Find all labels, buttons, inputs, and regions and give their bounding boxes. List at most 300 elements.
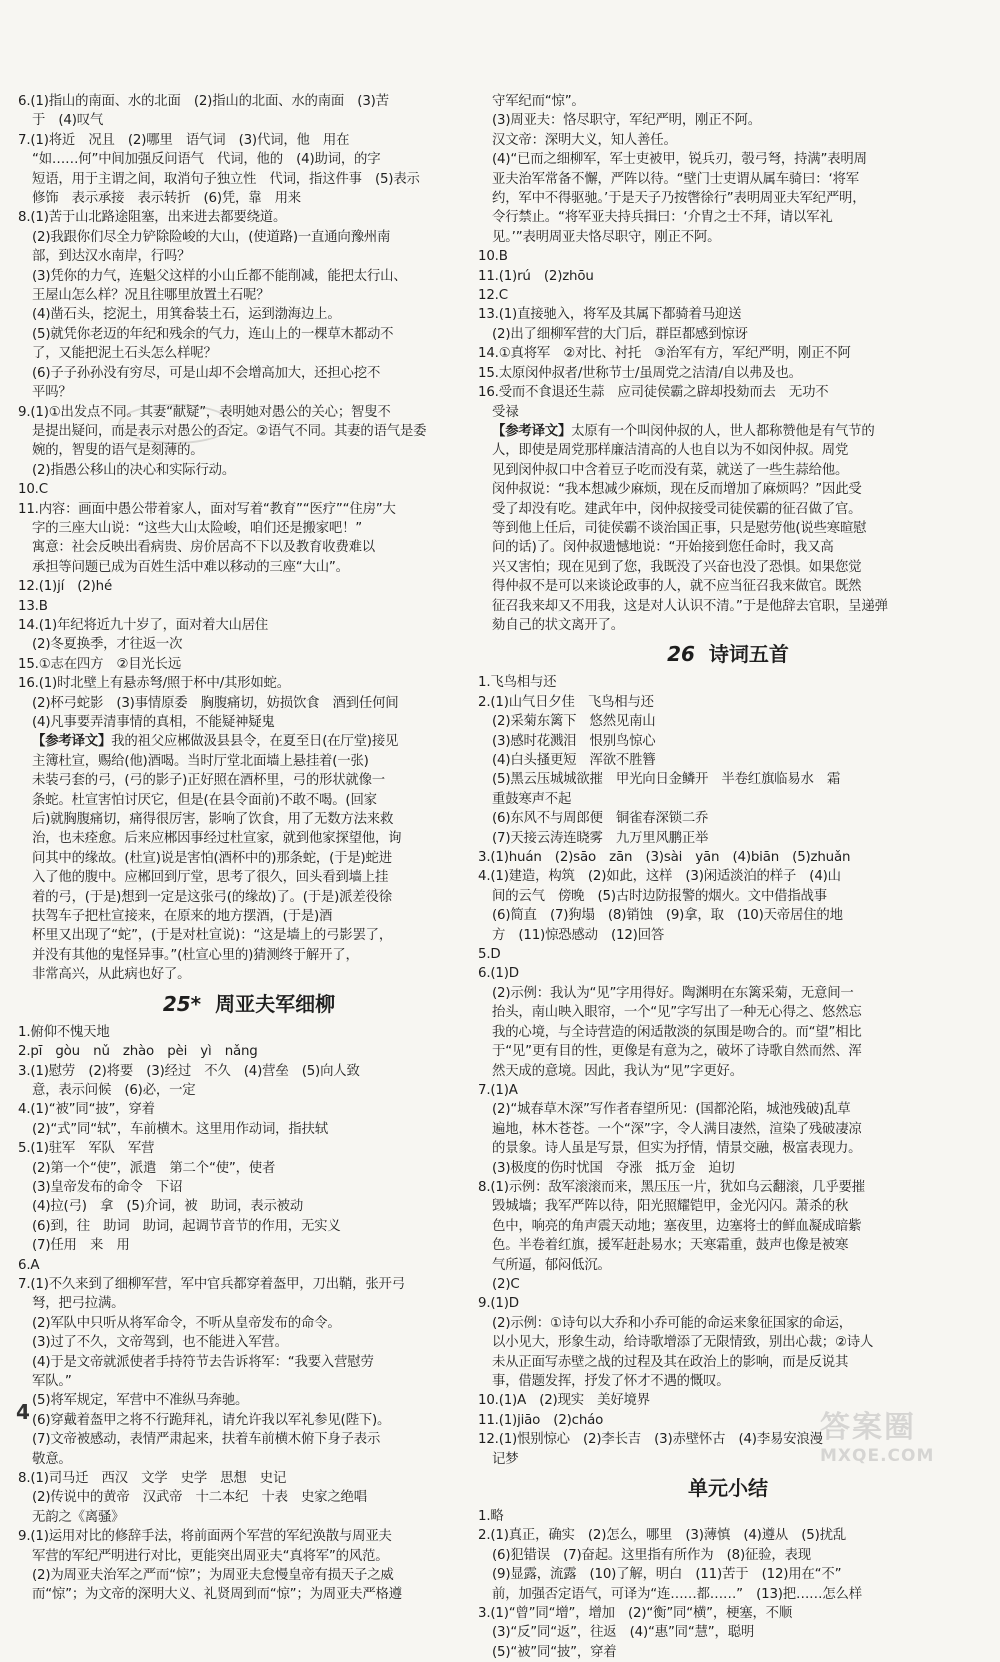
answer-line	[18, 1469, 480, 1488]
answer-line	[18, 1314, 480, 1333]
answer-text: 13.B	[18, 598, 48, 614]
answer-line	[478, 1100, 978, 1119]
answer-text: (2)杯弓蛇影 (3)事情原委 胸腹痛切，妨损饮食 酒到任何间	[32, 695, 399, 711]
answer-text: (3)凭你的力气，连魁父这样的小山丘都不能削减，能把太行山、	[32, 268, 407, 284]
answer-line	[18, 92, 480, 111]
answer-text: (2)指愚公移山的决心和实际行动。	[32, 462, 236, 478]
answer-text: 8.(1)苦于山北路途阻塞，出来进去都要绕道。	[18, 210, 287, 226]
answer-line	[18, 383, 480, 402]
answer-line	[478, 1507, 978, 1526]
reference-translation-tag: 【参考译文】	[32, 734, 112, 750]
answer-text: 了，又能把泥土石头怎么样呢？	[32, 346, 217, 362]
answer-line	[478, 577, 978, 596]
section-title: 单元小结	[688, 1476, 768, 1501]
answer-text: 4.(1)“被”同“披”，穿着	[18, 1102, 155, 1118]
answer-line	[18, 1430, 480, 1449]
answer-text: 得仲叔不是可以来谈论政事的人，就不应当征召我来做官。既然	[492, 579, 862, 595]
answer-text: (6)犯错误 (7)奋起。这里指有所作为 (8)征验，表现	[492, 1547, 811, 1563]
answer-line	[478, 964, 978, 983]
answer-text: 敬意。	[32, 1451, 72, 1467]
answer-text: (3)过了不久，文帝驾到，也不能进入军营。	[32, 1335, 288, 1351]
answer-line	[18, 1023, 480, 1042]
answer-text: (2)出了细柳军营的大门后，群臣都感到惊讶	[492, 326, 748, 342]
answer-line	[18, 228, 480, 247]
answer-text: 部，到达汉水南岸，行吗？	[32, 249, 191, 265]
answer-text: 2.(1)山气日夕佳 飞鸟相与还	[478, 694, 654, 710]
answer-text: 主簿杜宣，赐给(他)酒喝。当时厅堂北面墙上悬挂着(一张)	[32, 753, 369, 769]
left-column	[18, 92, 480, 1605]
answer-line	[18, 305, 480, 324]
answer-line	[478, 1275, 978, 1294]
answer-line	[478, 228, 978, 247]
answer-line	[478, 247, 978, 266]
answer-text: 见。’”表明周亚夫恪尽职守，刚正不阿。	[492, 229, 721, 245]
section-heading	[478, 1471, 978, 1505]
answer-line	[18, 597, 480, 616]
answer-text: (2)第一个“使”，派遣 第二个“使”，使者	[32, 1160, 276, 1176]
answer-line	[18, 1411, 480, 1430]
answer-text: 7.(1)A	[478, 1082, 518, 1098]
answer-text: 16.(1)时北壁上有悬赤弩/照于杯中/其形如蛇。	[18, 676, 290, 692]
answer-text: 条蛇。杜宣害怕讨厌它，但是(在县令面前)不敢不喝。(回家	[32, 792, 377, 808]
answer-line	[18, 1042, 480, 1061]
answer-line	[478, 441, 978, 460]
answer-text: (2)冬夏换季，才往返一次	[32, 637, 183, 653]
answer-line	[478, 1372, 978, 1391]
answer-text: 未装弓套的弓，(弓的影子)正好照在酒杯里，弓的形状就像一	[32, 773, 386, 789]
answer-line	[478, 829, 978, 848]
answer-text: 12.(1)恨别惊心 (2)李长吉 (3)赤壁怀古 (4)李易安浪漫	[478, 1432, 823, 1448]
answer-line	[478, 1353, 978, 1372]
answer-text: 征召我来却又不用我，这是对人认识不清。”于是他辞去官职，呈递弹	[492, 598, 888, 614]
answer-line	[478, 1314, 978, 1333]
section-title: 周亚夫军细柳	[215, 991, 336, 1016]
answer-text: 9.(1)①出发点不同。其妻“献疑”，表明她对愚公的关心；智叟不	[18, 404, 391, 420]
answer-text: (6)简直 (7)狗塌 (8)销蚀 (9)拿，取 (10)天帝居住的地	[492, 908, 843, 924]
answer-text: 而“惊”；为文帝的深明大义、礼贤周到而“惊”；为周亚夫严格遵	[32, 1587, 402, 1603]
answer-line	[18, 1585, 480, 1604]
answer-line	[478, 1139, 978, 1158]
answer-line	[18, 1547, 480, 1566]
answer-text: 后)就胸腹痛切，痛得很厉害，影响了饮食，用了无数方法来救	[32, 812, 394, 828]
answer-text: 以小见大，形象生动，给诗歌增添了无限情致，别出心裁；②诗人	[492, 1335, 874, 1351]
answer-text: (5)将军规定，军营中不准纵马奔驰。	[32, 1393, 249, 1409]
answer-line	[478, 1623, 978, 1642]
answer-text: 问的话)了。闵仲叔遗憾地说：“开始接到您任命时，我又高	[492, 540, 834, 556]
answer-line	[478, 461, 978, 480]
answer-line	[18, 286, 480, 305]
answer-text: 见到闵仲叔口中含着豆子吃而没有菜，就送了一些生蒜给他。	[492, 462, 849, 478]
answer-text: 着的弓，(于是)想到一定是这张弓(的缘故)了。(于是)派差役徐	[32, 889, 392, 905]
answer-text: 寓意：社会反映出看病贵、房价居高不下以及教育收费难以	[32, 540, 375, 556]
answer-line	[478, 693, 978, 712]
answer-text: 5.(1)驻军 军队 军营	[18, 1141, 155, 1157]
answer-line	[18, 1353, 480, 1372]
answer-text: 并没有其他的鬼怪异事。”(杜宣心里的)猜测终于解开了，	[32, 947, 359, 963]
answer-text: (7)任用 来 用	[32, 1238, 130, 1254]
answer-line	[478, 1003, 978, 1022]
answer-text: 8.(1)司马迁 西汉 文学 史学 思想 史记	[18, 1471, 287, 1487]
answer-text: 的景象。诗人虽是写景，但实为抒情，情景交融，极富表现力。	[492, 1141, 862, 1157]
answer-line	[478, 383, 978, 402]
answer-text: 我的祖父应郴做汲县县令，在夏至日(在厅堂)接见	[111, 734, 399, 750]
answer-text: (7)文帝被感动，表情严肃起来，扶着车前横木俯下身子表示	[32, 1432, 381, 1448]
answer-text: (3)感时花溅泪 恨别鸟惊心	[492, 733, 656, 749]
answer-line	[478, 344, 978, 363]
answer-text: 婉的，智叟的语气是刻薄的。	[32, 443, 204, 459]
section-number: 26	[667, 642, 695, 667]
answer-line	[18, 1508, 480, 1527]
answer-line	[18, 674, 480, 693]
answer-text: 军队。”	[32, 1374, 72, 1389]
answer-text: 入了他的腹中。应郴回到厅堂，思考了很久，回头看到墙上挂	[32, 870, 389, 886]
answer-line	[18, 538, 480, 557]
answer-line	[478, 150, 978, 169]
answer-line	[18, 1391, 480, 1410]
answer-text: (6)到，往 助词 助词，起调节音节的作用，无实义	[32, 1218, 341, 1234]
answer-text: 王屋山怎么样？况且往哪里放置土石呢？	[32, 288, 270, 304]
answer-text: 3.(1)huán (2)sāo zān (3)sài yān (4)biān (5)zhuǎn	[478, 850, 851, 866]
answer-line	[18, 849, 480, 868]
answer-line	[18, 713, 480, 732]
answer-text: 3.(1)慰劳 (2)将要 (3)经过 不久 (4)营垒 (5)向人致	[18, 1063, 360, 1079]
answer-text: (3)周亚夫：恪尽职守，军纪严明，刚正不阿。	[492, 113, 761, 129]
answer-line	[18, 1081, 480, 1100]
answer-line	[478, 732, 978, 751]
answer-text: 16.受而不食退还生蒜 应司徒侯霸之辟却投劾而去 无功不	[478, 385, 829, 401]
answer-text: (5)就凭你老迈的年纪和残余的气力，连山上的一棵草木都动不	[32, 326, 394, 342]
answer-line	[478, 867, 978, 886]
answer-line	[478, 1217, 978, 1236]
answer-line	[478, 208, 978, 227]
answer-line	[478, 1333, 978, 1352]
answer-line	[478, 887, 978, 906]
answer-text: (2)示例：①诗句以大乔和小乔可能的命运来象征国家的命运，	[492, 1315, 852, 1331]
answer-line	[478, 480, 978, 499]
answer-line	[18, 1372, 480, 1391]
answer-line	[478, 1023, 978, 1042]
answer-text: 6.A	[18, 1257, 40, 1273]
answer-text: 3.(1)“曾”同“增”，增加 (2)“衡”同“横”，梗塞，不顺	[478, 1606, 793, 1622]
answer-text: 间的云气 傍晚 (5)古时边防报警的烟火。文中借指战事	[492, 888, 827, 904]
answer-line	[478, 500, 978, 519]
answer-text: 7.(1)将近 况且 (2)哪里 语气词 (3)代词，他 用在	[18, 132, 350, 148]
answer-text: 短语，用于主谓之间，取消句子独立性 代词，指这件事 (5)表示	[32, 171, 420, 187]
answer-text: (3)“反”同“返”，往返 (4)“惠”同“慧”，聪明	[492, 1625, 755, 1641]
answer-line	[478, 984, 978, 1003]
answer-line	[478, 1546, 978, 1565]
answer-text: 1.飞鸟相与还	[478, 675, 557, 691]
answer-line	[478, 906, 978, 925]
answer-text: (4)“已而之细柳军，军士吏被甲，锐兵刃，彀弓弩，持满”表明周	[492, 152, 867, 168]
answer-text: 10.(1)A (2)现实 美好境界	[478, 1393, 650, 1409]
answer-line	[478, 1197, 978, 1216]
answer-text: (6)穿戴着盔甲之将不行跪拜礼，请允许我以军礼参见(陛下)。	[32, 1412, 391, 1428]
answer-line	[18, 1217, 480, 1236]
answer-line	[18, 1256, 480, 1275]
answer-line	[478, 1526, 978, 1545]
answer-line	[18, 1062, 480, 1081]
answer-line	[18, 752, 480, 771]
answer-text: 未从正面写赤壁之战的过程及其在政治上的影响，而是反说其	[492, 1354, 849, 1370]
answer-text: (2)“式”同“轼”，车前横木。这里用作动词，指扶轼	[32, 1121, 328, 1137]
answer-text: (2)“城春草木深”写作者春望所见：(国都沦陷，城池残破)乱草	[492, 1102, 851, 1118]
answer-line	[478, 1081, 978, 1100]
answer-text: 毁城墙；我军严阵以待，阳光照耀铠甲，金光闪闪。萧杀的秋	[492, 1199, 849, 1215]
answer-line	[18, 500, 480, 519]
answer-text: 11.(1)jiāo (2)cháo	[478, 1412, 604, 1428]
answer-line	[478, 770, 978, 789]
answer-text: 意，表示问候 (6)必，一定	[32, 1082, 196, 1098]
answer-line	[18, 1333, 480, 1352]
answer-line	[18, 189, 480, 208]
answer-text: 14.(1)年纪将近九十岁了，面对着大山居住	[18, 617, 269, 633]
answer-text: 2.pī gòu nǔ zhào pèi yì nǎng	[18, 1044, 258, 1060]
answer-text: 劾自己的状文离开了。	[492, 617, 624, 633]
answer-line	[478, 945, 978, 964]
answer-line	[478, 286, 978, 305]
answer-text: (2)示例：我认为“见”字用得好。陶渊明在东篱采菊，无意间一	[492, 985, 854, 1001]
answer-line	[478, 1120, 978, 1139]
answer-text: 是提出疑问，而是表示对愚公的否定。②语气不同。其妻的语气是委	[32, 423, 427, 439]
answer-text: (5)“被”同“披”，穿着	[492, 1644, 617, 1660]
answer-line	[478, 364, 978, 383]
answer-line	[478, 1643, 978, 1662]
watermark-logo-text: 答案圈	[820, 1410, 916, 1445]
answer-line	[18, 926, 480, 945]
answer-line	[18, 655, 480, 674]
answer-line	[478, 131, 978, 150]
answer-text: (3)皇帝发布的命令 下诏	[32, 1179, 183, 1195]
answer-text: 令行禁止。“将军亚夫持兵揖曰：‘介胄之士不拜，请以军礼	[492, 210, 833, 226]
answer-text: 杯里又出现了“蛇”，(于是对杜宣说)：“这是墙上的弓影罢了，	[32, 928, 393, 944]
answer-line	[18, 461, 480, 480]
answer-line	[478, 267, 978, 286]
answer-text: 平吗？	[32, 385, 72, 401]
answer-text: 遍地，林木苍苍。一个“深”字，令人满目凄然，渲染了残破凄凉	[492, 1121, 862, 1137]
answer-line	[18, 732, 480, 751]
answer-text: (2)为周亚夫治军之严而“惊”；为周亚夫怠慢皇帝有损天子之威	[32, 1568, 394, 1584]
answer-line	[478, 1604, 978, 1623]
answer-text: 1.俯仰不愧天地	[18, 1024, 110, 1040]
answer-text: 11.(1)rú (2)zhōu	[478, 268, 594, 284]
reference-translation-tag: 【参考译文】	[492, 423, 572, 439]
answer-text: 6.(1)D	[478, 966, 519, 982]
answer-line	[18, 577, 480, 596]
answer-line	[18, 1488, 480, 1507]
answer-text: 8.(1)示例：敌军滚滚而来，黑压压一片，犹如乌云翻滚，几乎要摧	[478, 1179, 865, 1195]
answer-text: 1.略	[478, 1509, 504, 1525]
answer-text: 4.(1)建造，构筑 (2)如此，这样 (3)闲适淡泊的样子 (4)山	[478, 869, 841, 885]
answer-text: (2)采菊东篱下 悠然见南山	[492, 714, 656, 730]
answer-line	[18, 208, 480, 227]
answer-line	[478, 170, 978, 189]
answer-text: (2)我跟你们尽全力铲除险峻的大山，(使道路)一直通向豫州南	[32, 229, 391, 245]
answer-text: 等到他上任后，司徒侯霸不谈治国正事，只是慰劳他(说些寒暄慰	[492, 520, 867, 536]
answer-line	[18, 1236, 480, 1255]
answer-text: “如……何”中间加强反问语气 代词，他的 (4)助词，的字	[32, 152, 381, 168]
answer-text: 重鼓寒声不起	[492, 791, 572, 807]
answer-text: (5)黑云压城城欲摧 甲光向日金鳞开 半卷红旗临易水 霜	[492, 772, 841, 788]
answer-line	[18, 907, 480, 926]
answer-text: 2.(1)真正，确实 (2)怎么，哪里 (3)薄慎 (4)遵从 (5)扰乱	[478, 1528, 847, 1544]
answer-line	[18, 170, 480, 189]
answer-text: 修饰 表示承接 表示转折 (6)凭，靠 用来	[32, 191, 301, 207]
answer-text: (4)于是文帝就派使者手持符节去告诉将军：“我要入营慰劳	[32, 1354, 374, 1370]
answer-text: 人，即使是周党那样廉洁清高的人也自以为不如闵仲叔。周党	[492, 443, 849, 459]
answer-text: 于 (4)叹气	[32, 113, 104, 129]
answer-line	[478, 189, 978, 208]
answer-line	[478, 790, 978, 809]
answer-line	[18, 403, 480, 422]
answer-text: 于“见”更有目的性，更像是有意为之，破坏了诗歌自然而然、浑	[492, 1044, 862, 1060]
answer-text: 15.①志在四方 ②目光长远	[18, 656, 182, 672]
answer-text: 色中，响亮的角声震天动地；塞夜里，边塞将士的鲜血凝成暗紫	[492, 1218, 862, 1234]
answer-line	[478, 673, 978, 692]
answer-text: 兴又害怕；现在见到了您，我既没了兴奋也没了恐惧。如果您觉	[492, 559, 862, 575]
answer-text: (6)子子孙孙没有穷尽，可是山却不会增高加大，还担心挖不	[32, 365, 381, 381]
answer-text: 字的三座大山说：“这些大山太险峻，咱们还是搬家吧！”	[32, 520, 363, 536]
answer-text: 5.D	[478, 947, 501, 963]
answer-line	[478, 305, 978, 324]
answer-text: (7)天接云涛连晓雾 九万里风鹏正举	[492, 830, 709, 846]
answer-text: (4)拉(弓) 拿 (5)介词，被 助词，表示被动	[32, 1199, 304, 1215]
answer-text: 气所逼，郁闷低沉。	[492, 1257, 611, 1273]
answer-line	[18, 635, 480, 654]
answer-text: 记梦	[492, 1451, 519, 1467]
answer-line	[18, 1159, 480, 1178]
section-heading	[18, 987, 480, 1021]
answer-line	[18, 1100, 480, 1119]
answer-line	[478, 519, 978, 538]
site-watermark	[820, 1402, 980, 1466]
answer-line	[18, 441, 480, 460]
answer-text: (2)传说中的黄帝 汉武帝 十二本纪 十表 史家之绝唱	[32, 1490, 367, 1506]
answer-text: 然天成的意境。因此，我认为“见”字更好。	[492, 1063, 743, 1079]
answer-line	[478, 616, 978, 635]
answer-line	[18, 1197, 480, 1216]
answer-line	[478, 1159, 978, 1178]
answer-text: 受了却没有吃。建武年中，闵仲叔接受司徒侯霸的征召做了官。	[492, 501, 862, 517]
answer-text: 闵仲叔说：“我本想减少麻烦，现在反而增加了麻烦吗？”因此受	[492, 482, 862, 498]
answer-text: 15.太原闵仲叔者/世称节士/虽周党之洁清/自以弗及也。	[478, 365, 802, 381]
answer-text: 军营的军纪严明进行对比，更能突出周亚夫“真将军”的风范。	[32, 1548, 389, 1564]
answer-line	[18, 791, 480, 810]
section-title: 诗词五首	[708, 642, 789, 667]
answer-line	[18, 694, 480, 713]
answer-text: 前，加强否定语气，可译为“连……都……” (13)把……怎么样	[492, 1586, 862, 1602]
answer-line	[478, 1178, 978, 1197]
answer-text: 无韵之《离骚》	[32, 1509, 125, 1525]
answer-text: 6.(1)指山的南面、水的北面 (2)指山的北面、水的南面 (3)苦	[18, 94, 389, 109]
answer-line	[18, 829, 480, 848]
answer-text: 12.C	[478, 288, 508, 304]
answer-line	[18, 1294, 480, 1313]
answer-line	[478, 111, 978, 130]
answer-text: 问其中的缘故。(杜宣)说是害怕(酒杯中的)那条蛇，(于是)蛇进	[32, 850, 392, 866]
answer-line	[18, 616, 480, 635]
answer-text: 事，借题发挥，抒发了怀才不遇的慨叹。	[492, 1374, 730, 1389]
answer-line	[18, 771, 480, 790]
answer-line	[18, 558, 480, 577]
answer-line	[18, 344, 480, 363]
page-number: 4	[16, 1400, 30, 1424]
answer-text: 13.(1)直接驰入，将军及其属下都骑着马迎送	[478, 307, 742, 323]
answer-line	[478, 1585, 978, 1604]
answer-line	[18, 1450, 480, 1469]
answer-text: (3)极度的伤时忧国 夺涨 抵万金 迫切	[492, 1160, 735, 1176]
answer-text: 非常高兴，从此病也好了。	[32, 967, 191, 983]
answer-line	[18, 325, 480, 344]
answer-line	[18, 267, 480, 286]
answer-line	[478, 597, 978, 616]
answer-text: 12.(1)jí (2)hé	[18, 579, 112, 595]
answer-line	[478, 1256, 978, 1275]
answer-line	[478, 809, 978, 828]
answer-line	[18, 150, 480, 169]
answer-line	[18, 888, 480, 907]
answer-line	[478, 403, 978, 422]
answer-text: 9.(1)运用对比的修辞手法，将前面两个军营的军纪涣散与周亚夫	[18, 1529, 392, 1545]
answer-line	[18, 247, 480, 266]
answer-line	[18, 946, 480, 965]
answer-text: 10.C	[18, 482, 48, 498]
answer-line	[18, 422, 480, 441]
answer-text: 亚夫治军常备不懈，严阵以待。“壁门士吏谓从属车骑曰：‘将军	[492, 171, 859, 187]
answer-line	[18, 1139, 480, 1158]
answer-line	[18, 519, 480, 538]
answer-line	[18, 1275, 480, 1294]
answer-text: 我的心境，与全诗营造的闲适散淡的氛围是吻合的。而“望”相比	[492, 1024, 862, 1040]
answer-line	[18, 1178, 480, 1197]
answer-text: (4)凿石头，挖泥土，用箕畚装土石，运到渤海边上。	[32, 307, 341, 323]
answer-line	[18, 1566, 480, 1585]
answer-text: (9)显露，流露 (10)了解，明白 (11)苦于 (12)用在“不”	[492, 1567, 842, 1583]
answer-text: 约，军中不得驱驰。’于是天子乃按辔徐行”表明周亚夫军纪严明，	[492, 191, 866, 207]
section-heading	[478, 637, 978, 671]
answer-text: (6)东风不与周郎便 铜雀春深锁二乔	[492, 811, 709, 827]
answer-line	[478, 1565, 978, 1584]
answer-line	[18, 965, 480, 984]
answer-text: 11.内容：画面中愚公带着家人，面对写着“教育”“医疗”“住房”大	[18, 501, 396, 517]
faded-stamp	[118, 404, 232, 444]
answer-line	[18, 1527, 480, 1546]
watermark-url: MXQE.COM	[820, 1446, 935, 1466]
answer-line	[478, 325, 978, 344]
answer-line	[478, 1062, 978, 1081]
answer-text: 弩，把弓拉满。	[32, 1296, 125, 1312]
answer-text: 受禄	[492, 404, 519, 420]
answer-text: (4)凡事要弄清事情的真相，不能疑神疑鬼	[32, 715, 275, 730]
answer-text: (4)白头搔更短 浑欲不胜簪	[492, 753, 656, 768]
answer-text: 色。半卷着红旗，援军赶赴易水；天寒霜重，鼓声也像是被寒	[492, 1238, 849, 1254]
answer-text: 方 (11)惊恐感动 (12)回答	[492, 927, 665, 943]
answer-line	[478, 926, 978, 945]
answer-line	[18, 111, 480, 130]
answer-line	[478, 1236, 978, 1255]
answer-text: 9.(1)D	[478, 1296, 519, 1312]
answer-line	[18, 868, 480, 887]
answer-text: 汉文帝：深明大义，知人善任。	[492, 132, 677, 148]
answer-text: 抬头，南山映入眼帘，一个“见”字写出了一种无心得之、悠然忘	[492, 1005, 862, 1021]
answer-text: 14.①真将军 ②对比、衬托 ③治军有方，军纪严明，刚正不阿	[478, 346, 851, 362]
answer-text: 治，也未痊愈。后来应郴因事经过杜宣家，就到他家探望他，询	[32, 831, 402, 847]
answer-text: 承担等问题已成为百姓生活中难以移动的三座“大山”。	[32, 559, 349, 575]
answer-line	[18, 810, 480, 829]
answer-line	[478, 1042, 978, 1061]
answer-text: 太原有一个叫闵仲叔的人，世人都称赞他是有气节的	[571, 423, 875, 439]
answer-line	[478, 1294, 978, 1313]
